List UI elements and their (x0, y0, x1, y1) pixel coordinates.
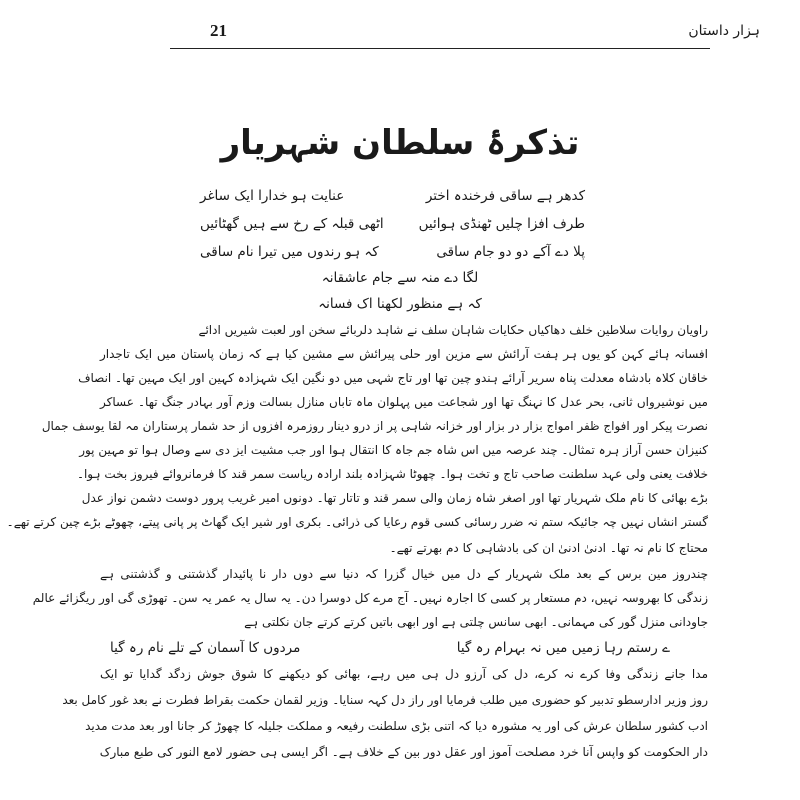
verse-line (200, 188, 585, 204)
prose-line: زندگی کا بھروسہ نہیں، دم مستعار پر کسی کا اجارہ نہیں۔ آج مرے کل دوسرا دن۔ یہ سال یہ عمر یہ سن۔ تھوڑی گی اور ریگزائے عالم (32, 591, 708, 605)
header-rule (170, 48, 710, 49)
prose-line: بڑے بھائی کا نام ملک شہریار تھا اور اصغر شاہ زمان والی سمر قند و تاتار تھا۔ دونوں امیر غریب پرور دوست دشمن نواز عدل (81, 491, 708, 505)
verse-left-hemistich: مردوں کا آسمان کے تلے نام رہ گیا (110, 640, 301, 656)
verse-left-hemistich: کہ ہو رندوں میں تیرا نام ساقی (200, 244, 379, 260)
chapter-title: تذکرۂ سلطان شہریار (220, 123, 580, 163)
prose-line: مدا جانے زندگی وفا کرے نہ کرے، دل کی آرزو دل ہی میں رہے، بھائی کو دیکھنے کا شوق جوش زدگد گدایا تو ایک (100, 667, 708, 681)
verse-couplet-line: کہ ہے منظور لکھنا اک فسانہ (318, 296, 482, 312)
prose-line: محتاج کا نام نہ تھا۔ ادنیٰ ادنیٰ ان کی بادشاہی کا دم بھرتے تھے۔ (389, 541, 708, 555)
prose-line: گستر انشاں نہیں چہ جائیکہ ستم نہ ضرر رسائی کسی قوم رعایا کی ذرائی۔ بکری اور شیر ایک گھاٹ پر پانی پیتے، چھوٹے بڑے چین کرتے تھے۔ (6, 515, 708, 529)
prose-line: راویان روایات سلاطین خلف دھاکیاں حکایات شاہان سلف نے شاہد دلربائے سخن اور لعبت شیریں ادائے (198, 323, 708, 337)
verse-right-hemistich: ے رستم رہا زمیں میں نہ بہرام رہ گیا (456, 640, 670, 656)
verse-line (200, 216, 585, 232)
prose-line: افسانہ ہائے کہن کو یوں ہر ہفت آرائش سے مزین اور حلی پیرائش سے مشین کیا ہے کہ زمان پاستان میں ایک تاجدار (100, 347, 708, 361)
prose-line: نصرت پیکر اور افواج ظفر امواج بزار در بزار اور خزانہ شاہی پر از درو دینار روزمرہ افزوں از حد شمار پرستاران مہ لقا یوسف جمال (41, 419, 708, 433)
verse-right-hemistich: پلا دے آکے دو دو جام ساقی (436, 244, 585, 260)
book-title: ہزار داستان (688, 23, 760, 39)
prose-line: خلافت یعنی ولی عہد سلطنت صاحب تاج و تخت ہوا۔ چھوٹا شہزادہ بلند ارادہ ریاست سمر قند کا فرمانروائے فیروز بخت ہوا۔ (76, 467, 708, 481)
verse-left-hemistich: اٹھی قبلہ کے رخ سے ہیں گھٹائیں (200, 216, 384, 232)
prose-line: ادب کشور سلطان عرش کی اور یہ مشورہ دیا کہ اتنی بڑی سلطنت رفیعہ و مملکت جلیلہ کا چھوڑ کر جانا اور بعد مدت مدید (85, 719, 708, 733)
prose-line: میں نوشیرواں ثانی، بحر عدل کا نہنگ تھا اور شجاعت میں پہلوان ماہ تاباں منازل بسالت وزم آور بہادر جنگ تھا۔ عساکر (100, 395, 708, 409)
prose-line: دار الحکومت کو واپس آنا خرد مصلحت آموز اور عقل دور بین کے خلاف ہے۔ اگر ایسی ہی حضور لامع النور کی طبع مبارک (99, 745, 708, 759)
verse-couplet-line: لگا دے منہ سے جام عاشقانہ (321, 270, 479, 286)
verse-right-hemistich: کدھر ہے ساقی فرخندہ اختر (425, 188, 585, 204)
prose-line: چندروز مین برس کے بعد ملک شہریار کے دل میں خیال گزرا کہ دنیا سے دوں دار نا پائیدار گذشتنی و گذشتنی ہے (100, 567, 708, 581)
verse-line (200, 244, 585, 260)
page-number: 21 (210, 21, 227, 40)
prose-line: خاقان کلاہ بادشاہ معدلت پناہ سریر آرائے ہندو چین تھا اور تاج شہی میں دو نگین ایک شہزادہ کہین اور ایک مہین تھا۔ انصاف (78, 371, 708, 385)
verse-left-hemistich: عنایت ہو خدارا ایک ساغر (200, 188, 345, 204)
prose-line: جاودانی منزل گور کی مہمانی۔ ابھی سانس چلتی ہے اور ابھی باتیں کرتے کرتے جان نکلتی ہے (244, 615, 708, 629)
prose-line: کنیزان حسن آراز ہرہ تمثال۔ چند عرصہ میں اس شاہ جم جاہ کا انتقال ہوا اور جب مشیت ایز دی سے وصال ہوا تو مہین پور (79, 443, 708, 457)
prose-line: روز وزیر ادارسطو تدبیر کو حضوری میں طلب فرمایا اور راز دل کہہ سنایا۔ وزیر لقمان حکمت بقراط فطرت نے بعد غور کامل بعد (62, 693, 708, 707)
verse-line (110, 640, 670, 656)
verse-right-hemistich: طرف افزا چلیں ٹھنڈی ہوائیں (418, 216, 585, 232)
running-head (40, 14, 760, 48)
